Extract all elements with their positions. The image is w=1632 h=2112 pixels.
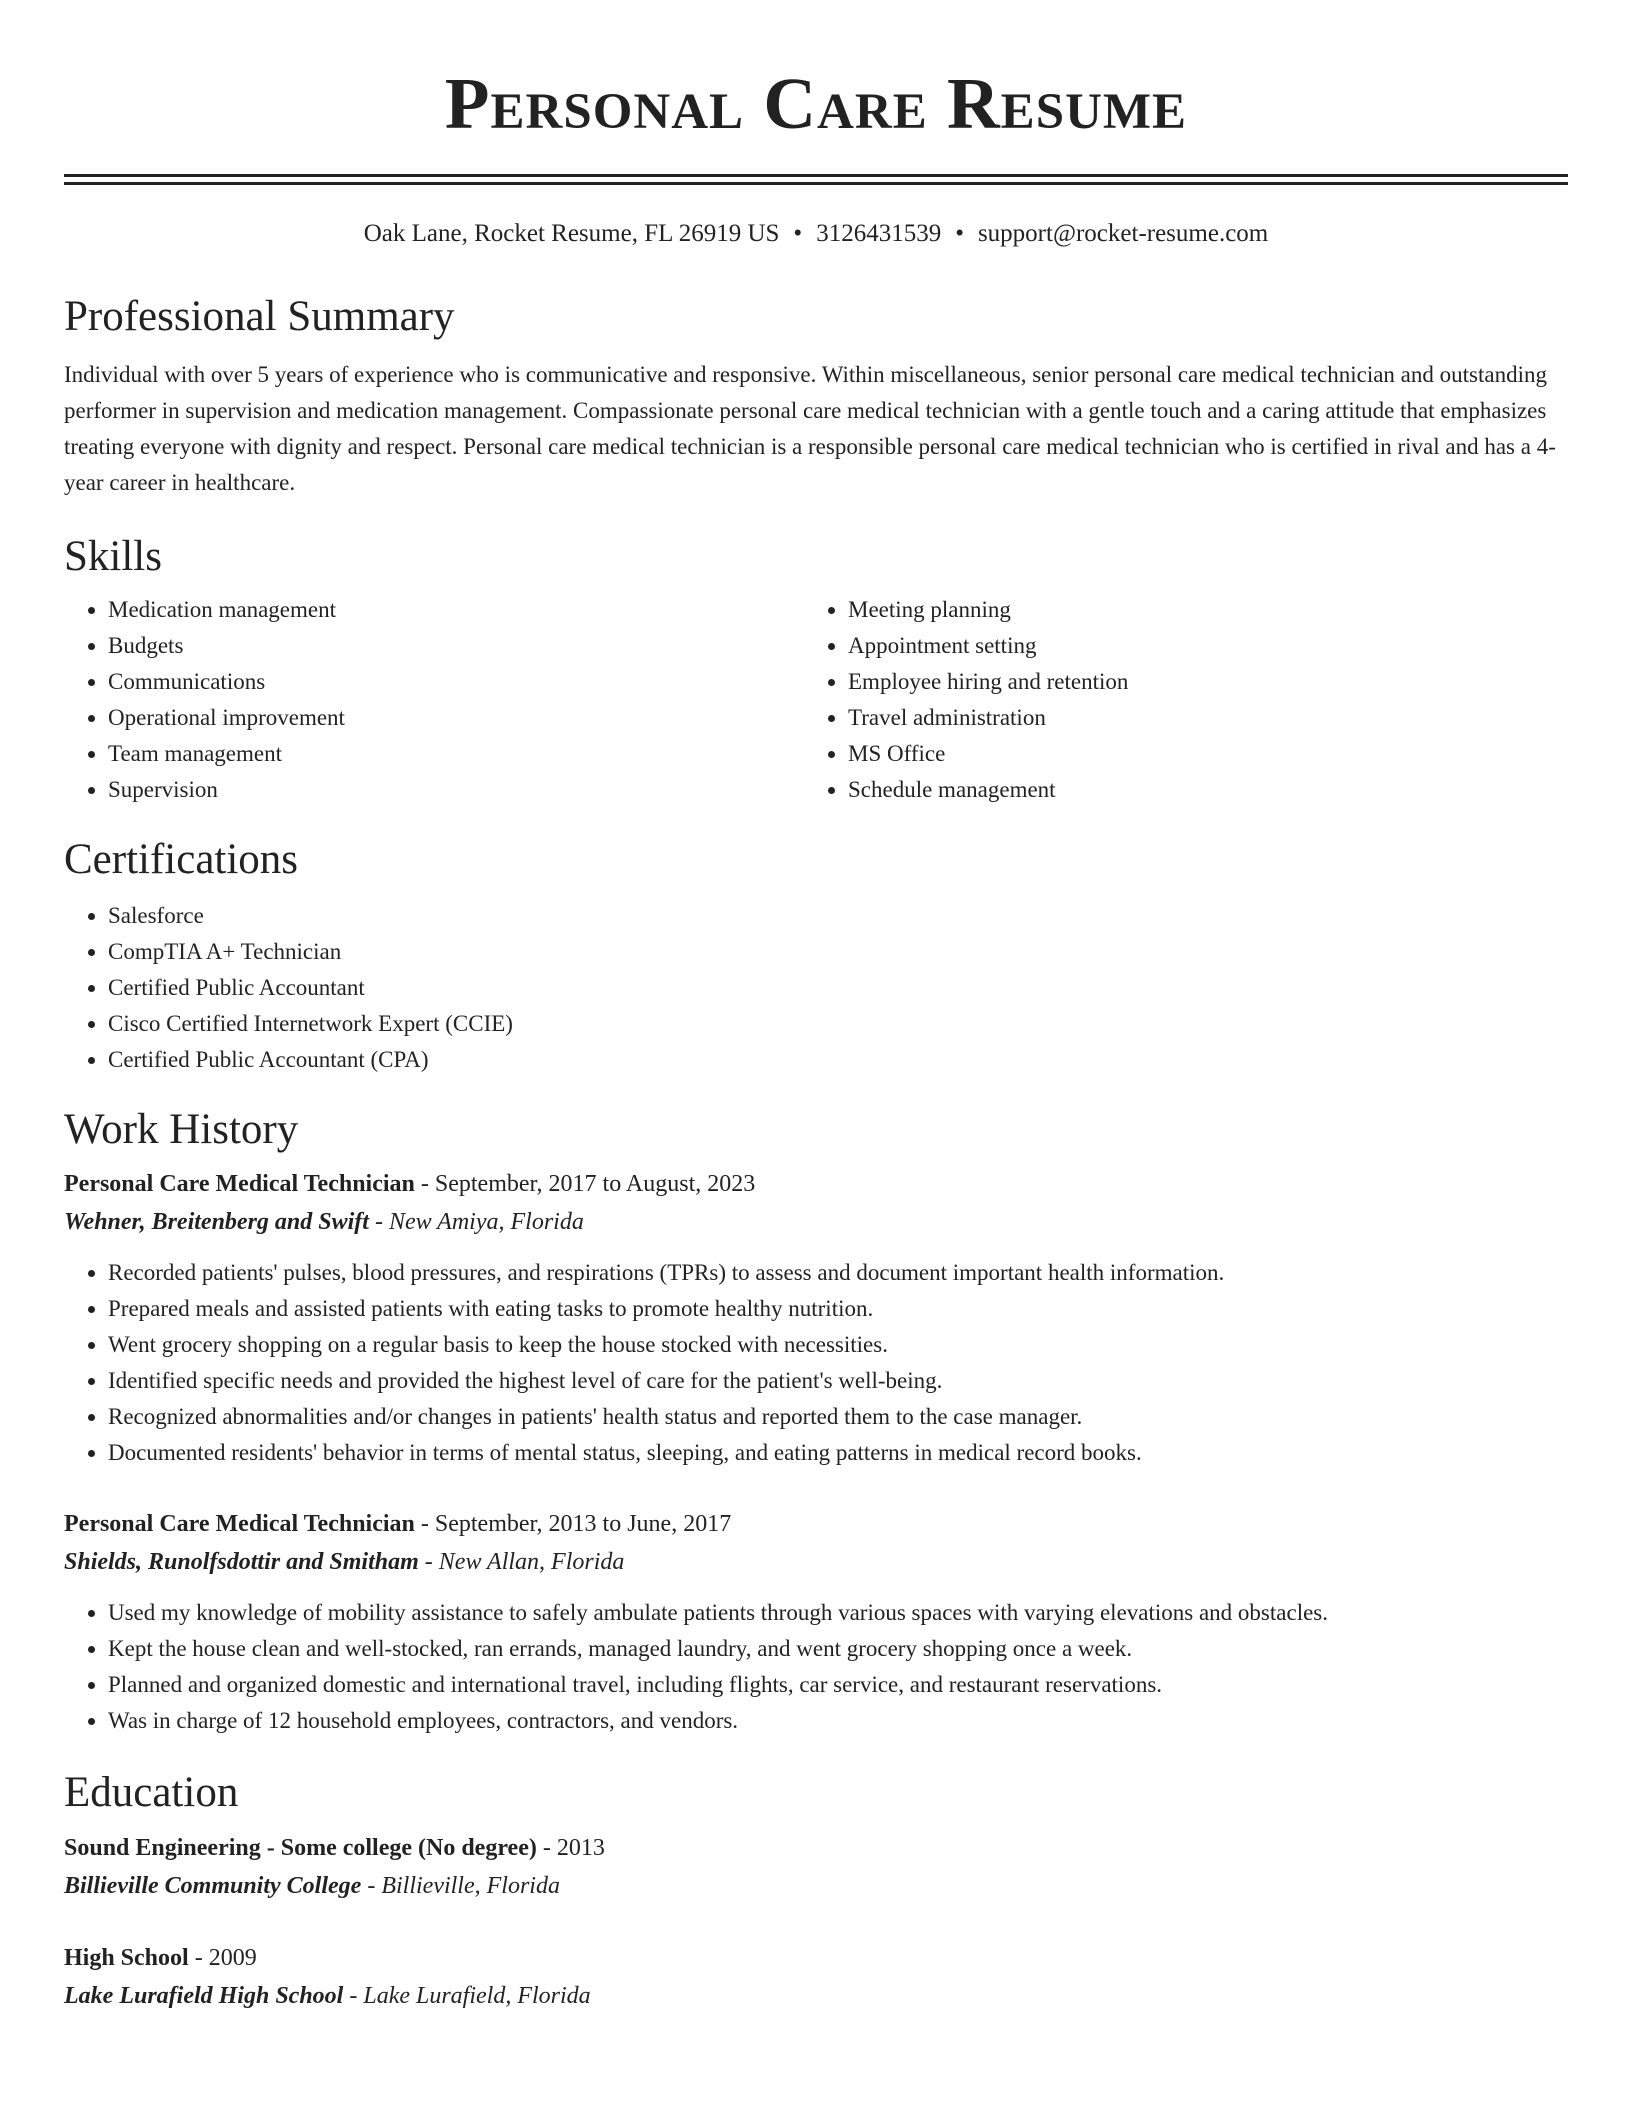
job-duty: • Prepared meals and assisted patients with eating tasks to promote healthy nutrition.: [108, 1291, 1568, 1327]
education-location: Billieville, Florida: [381, 1872, 560, 1899]
title-divider-top: [64, 174, 1568, 177]
skills-column-right: [804, 592, 1544, 808]
certification-item: • CompTIA A+ Technician: [108, 934, 1568, 970]
contact-separator: •: [955, 220, 964, 247]
skill-item: • Budgets: [108, 628, 804, 664]
resume-title: Personal Care Resume: [444, 63, 1188, 144]
job-duty: • Kept the house clean and well-stocked, ran errands, managed laundry, and went grocery shopping once a week.: [108, 1631, 1568, 1667]
job-title: Personal Care Medical Technician: [64, 1511, 415, 1538]
education-degree: Sound Engineering - Some college (No degree): [64, 1834, 537, 1861]
job-entry: [64, 1505, 1568, 1739]
summary-heading: Professional Summary: [64, 293, 455, 340]
certification-item: • Cisco Certified Internetwork Expert (CCIE): [108, 1006, 1568, 1042]
certification-item: • Certified Public Accountant (CPA): [108, 1042, 1568, 1078]
job-dates: September, 2013 to June, 2017: [434, 1511, 732, 1538]
job-duty: • Identified specific needs and provided the highest level of care for the patient's well-being.: [108, 1363, 1568, 1399]
skill-item: • Medication management: [108, 592, 804, 628]
skill-item: • Communications: [108, 664, 804, 700]
work-history-heading: Work History: [64, 1105, 299, 1153]
job-duty: • Used my knowledge of mobility assistance to safely ambulate patients through various spaces with varying elevations and obstacles.: [108, 1595, 1568, 1631]
skill-item: • Meeting planning: [848, 592, 1544, 628]
education-year: 2009: [208, 1944, 257, 1971]
job-employer: Wehner, Breitenberg and Swift - New Amiya, Florida: [64, 1209, 584, 1236]
education-school: Billieville Community College: [64, 1872, 362, 1899]
job-employer: Shields, Runolfsdottir and Smitham - New Allan, Florida: [64, 1549, 625, 1576]
certifications-heading: Certifications: [64, 836, 299, 884]
contact-phone: 3126431539: [816, 220, 942, 247]
education-school-line: Billieville Community College - Billieville, Florida: [64, 1872, 560, 1899]
contact-line: [64, 219, 1568, 249]
skill-item: • Operational improvement: [108, 700, 804, 736]
contact-separator: •: [793, 220, 803, 247]
education-header: High School - 2009: [64, 1944, 257, 1971]
job-duty: • Went grocery shopping on a regular basis to keep the house stocked with necessities.: [108, 1327, 1568, 1363]
skills-heading: Skills: [64, 532, 162, 580]
education-header: Sound Engineering - Some college (No degree) - 2013: [64, 1834, 605, 1861]
job-location: New Allan, Florida: [438, 1549, 625, 1576]
education-school-line: Lake Lurafield High School - Lake Lurafield, Florida: [64, 1982, 591, 2009]
job-duties: [64, 1255, 1568, 1471]
education-year: 2013: [556, 1834, 605, 1861]
skill-item: • Schedule management: [848, 772, 1544, 808]
education-school: Lake Lurafield High School: [64, 1982, 344, 2009]
skill-item: • Travel administration: [848, 700, 1544, 736]
skill-item: • Team management: [108, 736, 804, 772]
certification-item: • Salesforce: [108, 898, 1568, 934]
job-dates: September, 2017 to August, 2023: [434, 1171, 756, 1198]
job-header: Personal Care Medical Technician - September, 2013 to June, 2017: [64, 1511, 732, 1538]
job-title: Personal Care Medical Technician: [64, 1171, 415, 1198]
job-duty: • Recognized abnormalities and/or changes in patients' health status and reported them to the case manager.: [108, 1399, 1568, 1435]
job-duty: • Was in charge of 12 household employees, contractors, and vendors.: [108, 1703, 1568, 1739]
education-heading: Education: [64, 1769, 239, 1817]
certification-item: • Certified Public Accountant: [108, 970, 1568, 1006]
education-location: Lake Lurafield, Florida: [363, 1982, 591, 2009]
skills-column-left: [64, 592, 804, 808]
job-duty: • Documented residents' behavior in terms of mental status, sleeping, and eating patterns in medical record books.: [108, 1435, 1568, 1471]
title-divider-bottom: [64, 182, 1568, 185]
skills-list: [64, 592, 1568, 808]
skill-item: • Employee hiring and retention: [848, 664, 1544, 700]
job-company: Wehner, Breitenberg and Swift: [64, 1209, 369, 1236]
education-degree: High School: [64, 1944, 189, 1971]
contact-email[interactable]: support@rocket-resume.com: [977, 220, 1269, 247]
summary-text: Individual with over 5 years of experience who is communicative and responsive. Within miscellaneous, senior personal care medical technician and outstanding performer in supervision and medication management. Compassionate personal care medical technician with a gentle touch and a caring attitude that emphasizes treating everyone with dignity and respect. Personal care medical technician is a responsible personal care medical technician who is certified in rival and has a 4-year career in healthcare.: [64, 361, 1556, 495]
job-duty: • Planned and organized domestic and international travel, including flights, car service, and restaurant reservations.: [108, 1667, 1568, 1703]
skill-item: • MS Office: [848, 736, 1544, 772]
job-duty: • Recorded patients' pulses, blood pressures, and respirations (TPRs) to assess and document important health information.: [108, 1255, 1568, 1291]
job-duties: [64, 1595, 1568, 1739]
skill-item: • Appointment setting: [848, 628, 1544, 664]
education-entry: [64, 1939, 1568, 2015]
skill-item: • Supervision: [108, 772, 804, 808]
job-location: New Amiya, Florida: [388, 1209, 584, 1236]
job-company: Shields, Runolfsdottir and Smitham: [64, 1549, 419, 1576]
contact-address: Oak Lane, Rocket Resume, FL 26919 US: [363, 220, 780, 247]
education-entry: [64, 1829, 1568, 1905]
job-entry: [64, 1165, 1568, 1471]
job-header: Personal Care Medical Technician - September, 2017 to August, 2023: [64, 1171, 756, 1198]
certifications-list: [64, 898, 1568, 1078]
